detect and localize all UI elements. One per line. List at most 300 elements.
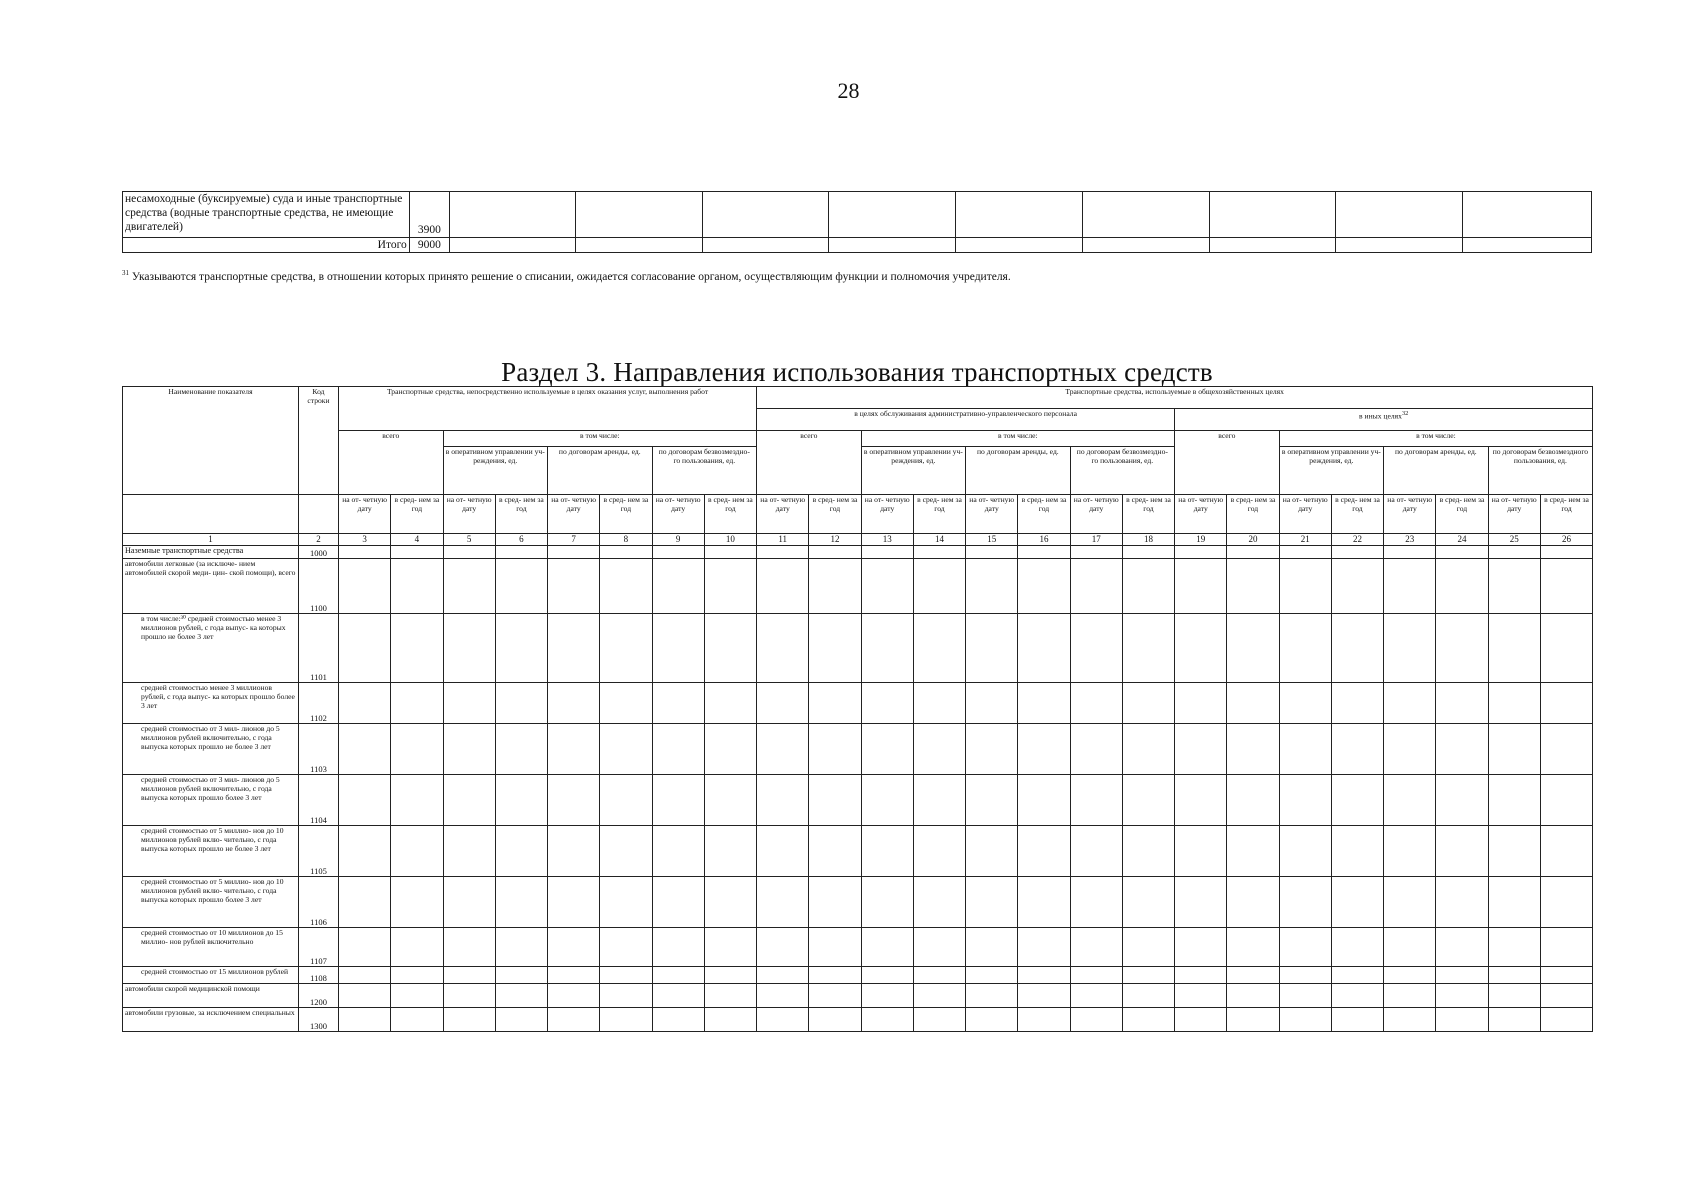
data-cell: [339, 775, 391, 826]
data-cell: [704, 826, 756, 877]
data-cell: [1384, 614, 1436, 683]
column-number: 7: [548, 534, 600, 546]
data-cell: [1436, 877, 1488, 928]
data-cell: [1540, 877, 1592, 928]
header-operative: в оперативном управлении уч- реждения, ед.: [1279, 447, 1384, 495]
cell: [1336, 238, 1463, 253]
data-cell: [443, 724, 495, 775]
data-cell: [1122, 877, 1174, 928]
table-row: [123, 614, 1593, 683]
data-cell: [391, 724, 443, 775]
row-name: средней стоимостью от 15 миллионов рублей: [123, 967, 299, 984]
data-cell: [966, 967, 1018, 984]
data-cell: [757, 683, 809, 724]
data-cell: [1122, 614, 1174, 683]
data-cell: [391, 775, 443, 826]
header-lease: по договорам аренды, ед.: [1384, 447, 1489, 495]
data-cell: [495, 559, 547, 614]
data-cell: [600, 559, 652, 614]
data-cell: [339, 546, 391, 559]
data-cell: [809, 683, 861, 724]
data-cell: [966, 775, 1018, 826]
data-cell: [1018, 775, 1070, 826]
data-cell: [1175, 614, 1227, 683]
footnote-text: Указываются транспортные средства, в отношении которых принято решение о списании, ожидается согласование органом, осуществляющим функции и полномочия учредителя.: [131, 270, 1011, 283]
data-cell: [1122, 775, 1174, 826]
header-avg-year: в сред- нем за год: [495, 495, 547, 534]
column-number: 19: [1175, 534, 1227, 546]
data-cell: [809, 928, 861, 967]
header-at-date: на от- четную дату: [1384, 495, 1436, 534]
header-at-date: на от- четную дату: [757, 495, 809, 534]
footnote-mark: 31: [122, 269, 129, 277]
data-cell: [1540, 614, 1592, 683]
header-blank: [299, 495, 339, 534]
data-cell: [1279, 984, 1331, 1008]
section-title: Раздел 3. Направления использования транспортных средств: [501, 357, 1213, 387]
data-cell: [1175, 928, 1227, 967]
data-cell: [757, 1008, 809, 1032]
data-cell: [704, 967, 756, 984]
data-cell: [809, 877, 861, 928]
data-cell: [1540, 683, 1592, 724]
header-at-date: на от- четную дату: [966, 495, 1018, 534]
data-cell: [600, 546, 652, 559]
data-cell: [861, 984, 913, 1008]
header-blank: [123, 495, 299, 534]
top-row-code: 3900: [409, 192, 449, 238]
data-cell: [757, 724, 809, 775]
header-incl: в том числе:: [1279, 431, 1593, 447]
data-cell: [1175, 546, 1227, 559]
data-cell: [443, 614, 495, 683]
data-cell: [1175, 683, 1227, 724]
column-number: 17: [1070, 534, 1122, 546]
data-cell: [339, 826, 391, 877]
table-row: [123, 928, 1593, 967]
header-at-date: на от- четную дату: [548, 495, 600, 534]
data-cell: [391, 546, 443, 559]
data-cell: [1018, 614, 1070, 683]
header-lease: по договорам аренды, ед.: [548, 447, 653, 495]
main-table: [122, 386, 1593, 1032]
data-cell: [1018, 967, 1070, 984]
data-cell: [1488, 724, 1540, 775]
page-number: 28: [837, 78, 860, 103]
data-cell: [548, 877, 600, 928]
data-cell: [1279, 614, 1331, 683]
data-cell: [1436, 775, 1488, 826]
header-avg-year: в сред- нем за год: [913, 495, 965, 534]
data-cell: [548, 1008, 600, 1032]
data-cell: [704, 683, 756, 724]
data-cell: [443, 1008, 495, 1032]
data-cell: [339, 614, 391, 683]
header-group-b2: [1175, 409, 1593, 431]
data-cell: [652, 826, 704, 877]
header-at-date: на от- четную дату: [1175, 495, 1227, 534]
data-cell: [809, 559, 861, 614]
data-cell: [1227, 826, 1279, 877]
data-cell: [1331, 775, 1383, 826]
data-cell: [1436, 826, 1488, 877]
data-cell: [495, 614, 547, 683]
header-operative: в оперативном управлении уч- реждения, ед.: [861, 447, 966, 495]
data-cell: [704, 546, 756, 559]
cell: [956, 238, 1083, 253]
data-cell: [391, 614, 443, 683]
data-cell: [1279, 1008, 1331, 1032]
data-cell: [1227, 724, 1279, 775]
header-code: Код строки: [299, 387, 339, 495]
data-cell: [861, 826, 913, 877]
data-cell: [757, 614, 809, 683]
data-cell: [1436, 928, 1488, 967]
top-table: [122, 191, 1592, 253]
data-cell: [757, 984, 809, 1008]
data-cell: [1279, 559, 1331, 614]
data-cell: [1331, 877, 1383, 928]
header-avg-year: в сред- нем за год: [1122, 495, 1174, 534]
data-cell: [652, 546, 704, 559]
data-cell: [1070, 928, 1122, 967]
data-cell: [861, 546, 913, 559]
cell: [829, 192, 956, 238]
column-number: 25: [1488, 534, 1540, 546]
data-cell: [1279, 546, 1331, 559]
table-row: [123, 826, 1593, 877]
data-cell: [1540, 984, 1592, 1008]
data-cell: [600, 683, 652, 724]
data-cell: [1331, 1008, 1383, 1032]
data-cell: [600, 724, 652, 775]
column-number: 12: [809, 534, 861, 546]
data-cell: [1331, 559, 1383, 614]
data-cell: [1488, 928, 1540, 967]
data-cell: [339, 559, 391, 614]
data-cell: [861, 877, 913, 928]
data-cell: [652, 724, 704, 775]
data-cell: [548, 967, 600, 984]
cell: [575, 192, 702, 238]
data-cell: [1540, 546, 1592, 559]
data-cell: [913, 546, 965, 559]
column-number: 4: [391, 534, 443, 546]
data-cell: [495, 775, 547, 826]
data-cell: [1070, 559, 1122, 614]
data-cell: [600, 1008, 652, 1032]
data-cell: [1436, 683, 1488, 724]
cell: [1463, 238, 1592, 253]
row-code: 1300: [299, 1008, 339, 1032]
table-body: [123, 546, 1593, 1032]
data-cell: [443, 877, 495, 928]
data-cell: [1436, 559, 1488, 614]
data-cell: [809, 1008, 861, 1032]
data-cell: [966, 984, 1018, 1008]
data-cell: [1018, 559, 1070, 614]
data-cell: [1070, 775, 1122, 826]
data-cell: [391, 1008, 443, 1032]
data-cell: [548, 546, 600, 559]
data-cell: [1384, 967, 1436, 984]
data-cell: [913, 826, 965, 877]
data-cell: [1018, 546, 1070, 559]
data-cell: [1175, 1008, 1227, 1032]
column-number: 14: [913, 534, 965, 546]
data-cell: [1540, 928, 1592, 967]
data-cell: [966, 614, 1018, 683]
data-cell: [443, 984, 495, 1008]
data-cell: [1540, 967, 1592, 984]
data-cell: [1540, 724, 1592, 775]
row-code: 1108: [299, 967, 339, 984]
data-cell: [652, 877, 704, 928]
data-cell: [1070, 1008, 1122, 1032]
data-cell: [339, 928, 391, 967]
data-cell: [704, 724, 756, 775]
data-cell: [1018, 683, 1070, 724]
data-cell: [1227, 877, 1279, 928]
cell: [1082, 238, 1209, 253]
cell: [956, 192, 1083, 238]
header-total: всего: [757, 431, 862, 495]
data-cell: [913, 559, 965, 614]
header-at-date: на от- четную дату: [443, 495, 495, 534]
row-name: средней стоимостью от 3 мил- лионов до 5 миллионов рублей включительно, с года выпуска которых прошло не более 3 лет: [123, 724, 299, 775]
data-cell: [913, 1008, 965, 1032]
data-cell: [861, 724, 913, 775]
header-at-date: на от- четную дату: [1070, 495, 1122, 534]
column-number: 15: [966, 534, 1018, 546]
data-cell: [1227, 928, 1279, 967]
header-lease: по договорам аренды, ед.: [966, 447, 1071, 495]
header-at-date: на от- четную дату: [861, 495, 913, 534]
column-number: 16: [1018, 534, 1070, 546]
row-name: автомобили скорой медицинской помощи: [123, 984, 299, 1008]
data-cell: [443, 967, 495, 984]
data-cell: [339, 724, 391, 775]
data-cell: [1018, 877, 1070, 928]
data-cell: [1070, 877, 1122, 928]
cell: [449, 238, 575, 253]
data-cell: [1018, 1008, 1070, 1032]
data-cell: [600, 614, 652, 683]
data-cell: [913, 614, 965, 683]
column-number: 22: [1331, 534, 1383, 546]
column-number: 20: [1227, 534, 1279, 546]
data-cell: [966, 724, 1018, 775]
header-avg-year: в сред- нем за год: [1227, 495, 1279, 534]
data-cell: [809, 724, 861, 775]
data-cell: [1018, 826, 1070, 877]
cell: [1463, 192, 1592, 238]
data-cell: [495, 984, 547, 1008]
data-cell: [966, 559, 1018, 614]
data-cell: [1227, 683, 1279, 724]
data-cell: [1488, 1008, 1540, 1032]
data-cell: [1436, 546, 1488, 559]
header-avg-year: в сред- нем за год: [1018, 495, 1070, 534]
data-cell: [1384, 683, 1436, 724]
row-name: средней стоимостью менее 3 миллионов рублей, с года выпус- ка которых прошло более 3 лет: [123, 683, 299, 724]
data-cell: [652, 614, 704, 683]
column-number: 18: [1122, 534, 1174, 546]
row-name: Наземные транспортные средства: [123, 546, 299, 559]
data-cell: [652, 984, 704, 1008]
table-row: [123, 984, 1593, 1008]
column-number: 11: [757, 534, 809, 546]
data-cell: [443, 775, 495, 826]
data-cell: [391, 826, 443, 877]
data-cell: [495, 928, 547, 967]
data-cell: [861, 559, 913, 614]
data-cell: [652, 775, 704, 826]
data-cell: [391, 559, 443, 614]
data-cell: [913, 724, 965, 775]
header-avg-year: в сред- нем за год: [391, 495, 443, 534]
data-cell: [1070, 614, 1122, 683]
header-avg-year: в сред- нем за год: [1331, 495, 1383, 534]
data-cell: [966, 683, 1018, 724]
data-cell: [704, 928, 756, 967]
row-code: 1106: [299, 877, 339, 928]
header-avg-year: в сред- нем за год: [600, 495, 652, 534]
data-cell: [1070, 967, 1122, 984]
data-cell: [1227, 614, 1279, 683]
data-cell: [1331, 683, 1383, 724]
data-cell: [1227, 546, 1279, 559]
data-cell: [652, 928, 704, 967]
data-cell: [1488, 826, 1540, 877]
data-cell: [339, 683, 391, 724]
data-cell: [548, 614, 600, 683]
data-cell: [757, 559, 809, 614]
data-cell: [704, 877, 756, 928]
data-cell: [548, 683, 600, 724]
data-cell: [391, 984, 443, 1008]
data-cell: [809, 546, 861, 559]
header-incl: в том числе:: [861, 431, 1175, 447]
data-cell: [1122, 967, 1174, 984]
table-row: [123, 1008, 1593, 1032]
data-cell: [652, 967, 704, 984]
header-group-a: Транспортные средства, непосредственно используемые в целях оказания услуг, выполнения работ: [339, 387, 757, 431]
data-cell: [966, 1008, 1018, 1032]
data-cell: [1279, 775, 1331, 826]
data-cell: [339, 877, 391, 928]
data-cell: [443, 928, 495, 967]
header-row-1: [123, 387, 1593, 409]
data-cell: [809, 614, 861, 683]
data-cell: [861, 775, 913, 826]
data-cell: [1436, 1008, 1488, 1032]
data-cell: [1436, 724, 1488, 775]
data-cell: [1122, 683, 1174, 724]
row-name: средней стоимостью от 10 миллионов до 15 миллио- нов рублей включительно: [123, 928, 299, 967]
data-cell: [1384, 775, 1436, 826]
row-name: автомобили легковые (за исключе- нием автомобилей скорой меди- цин- ской помощи), всего: [123, 559, 299, 614]
data-cell: [1331, 826, 1383, 877]
data-cell: [1331, 928, 1383, 967]
row-name: в том числе:³⁰ средней стоимостью менее 3 миллионов рублей, с года выпус- ка которых прошло не более 3 лет: [123, 614, 299, 683]
column-number: 5: [443, 534, 495, 546]
row-code: 1000: [299, 546, 339, 559]
data-cell: [600, 826, 652, 877]
data-cell: [1279, 724, 1331, 775]
data-cell: [861, 967, 913, 984]
data-cell: [1384, 928, 1436, 967]
data-cell: [913, 683, 965, 724]
header-avg-year: в сред- нем за год: [1436, 495, 1488, 534]
data-cell: [1384, 1008, 1436, 1032]
data-cell: [861, 1008, 913, 1032]
data-cell: [757, 928, 809, 967]
data-cell: [391, 928, 443, 967]
column-number: 8: [600, 534, 652, 546]
cell: [829, 238, 956, 253]
data-cell: [1488, 559, 1540, 614]
data-cell: [1436, 614, 1488, 683]
data-cell: [1279, 683, 1331, 724]
data-cell: [1227, 775, 1279, 826]
data-cell: [1488, 683, 1540, 724]
column-number: 23: [1384, 534, 1436, 546]
top-row-code: 9000: [409, 238, 449, 253]
data-cell: [1279, 928, 1331, 967]
data-cell: [495, 967, 547, 984]
header-at-date: на от- четную дату: [1279, 495, 1331, 534]
data-cell: [913, 877, 965, 928]
data-cell: [548, 559, 600, 614]
cell: [575, 238, 702, 253]
data-cell: [757, 967, 809, 984]
data-cell: [1122, 724, 1174, 775]
data-cell: [704, 775, 756, 826]
data-cell: [1488, 967, 1540, 984]
data-cell: [495, 826, 547, 877]
cell: [1209, 238, 1336, 253]
data-cell: [1175, 826, 1227, 877]
data-cell: [1122, 826, 1174, 877]
row-name: автомобили грузовые, за исключением специальных: [123, 1008, 299, 1032]
data-cell: [704, 614, 756, 683]
data-cell: [1436, 984, 1488, 1008]
column-number: 10: [704, 534, 756, 546]
row-code: 1103: [299, 724, 339, 775]
data-cell: [1122, 1008, 1174, 1032]
header-avg-year: в сред- нем за год: [1540, 495, 1592, 534]
header-at-date: на от- четную дату: [652, 495, 704, 534]
data-cell: [443, 559, 495, 614]
data-cell: [966, 877, 1018, 928]
data-cell: [1070, 546, 1122, 559]
header-at-date: на от- четную дату: [1488, 495, 1540, 534]
cell: [1336, 192, 1463, 238]
column-number: 13: [861, 534, 913, 546]
data-cell: [391, 877, 443, 928]
header-free-use: по договорам безвозмездного пользования, ед.: [1488, 447, 1593, 495]
data-cell: [1384, 877, 1436, 928]
data-cell: [966, 826, 1018, 877]
data-cell: [1540, 775, 1592, 826]
data-cell: [1540, 559, 1592, 614]
cell: [702, 238, 829, 253]
data-cell: [1384, 826, 1436, 877]
data-cell: [443, 546, 495, 559]
data-cell: [1384, 559, 1436, 614]
data-cell: [913, 967, 965, 984]
